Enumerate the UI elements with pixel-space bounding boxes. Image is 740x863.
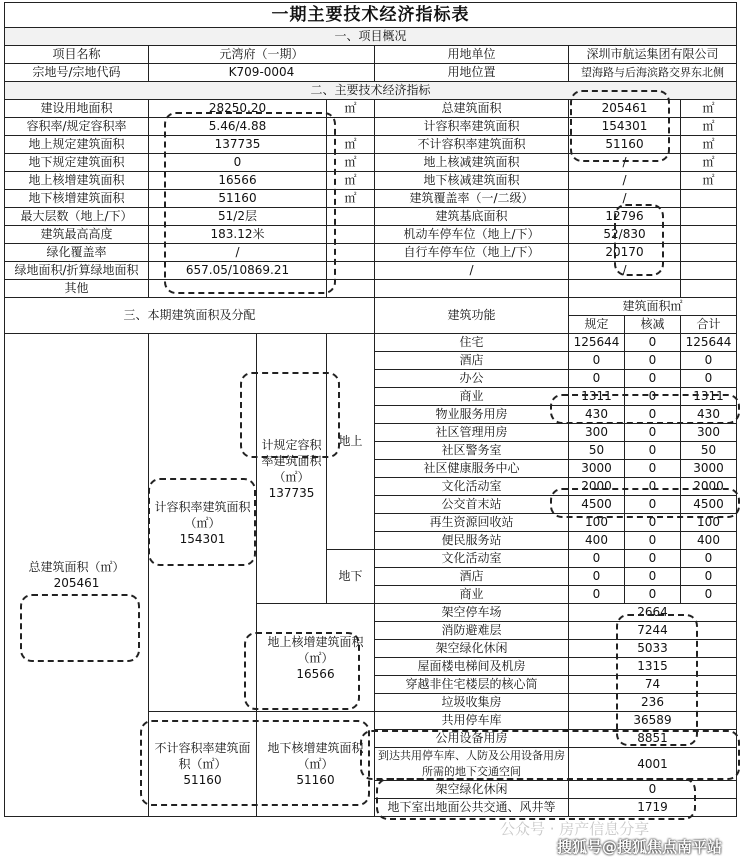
indicator-unit-right: ㎡ (681, 118, 737, 136)
indicator-label-left: 建设用地面积 (5, 100, 149, 118)
fa-area-cell-text: 计容积率建筑面积（㎡） (154, 499, 251, 530)
indicator-label-left: 绿地面积/折算绿地面积 (5, 262, 149, 280)
indicator-value-left: 657.05/10869.21 (149, 262, 327, 280)
table-title: 一期主要技术经济指标表 (5, 3, 737, 28)
indicator-label-right: 建筑覆盖率（一/二级） (375, 190, 569, 208)
indicator-value-left (149, 280, 327, 298)
above-reduce-value: 0 (625, 442, 681, 460)
indicator-value-right: 205461 (569, 100, 681, 118)
above-reduce-value: 0 (625, 478, 681, 496)
above-function-name: 社区警务室 (375, 442, 569, 460)
bonus-value: 7244 (569, 622, 737, 640)
indicator-unit-right (681, 208, 737, 226)
above-guiding-value: 50 (569, 442, 625, 460)
above-guiding-value: 125644 (569, 334, 625, 352)
indicator-unit-left (327, 280, 375, 298)
below-guiding-value: 0 (569, 586, 625, 604)
total-area-cell-text: 总建筑面积（㎡） (28, 560, 125, 574)
above-bonus-value: 16566 (296, 666, 335, 681)
below-total-value: 0 (681, 550, 737, 568)
above-total-value: 2000 (681, 478, 737, 496)
indicator-row (5, 190, 737, 208)
above-function-name: 社区健康服务中心 (375, 460, 569, 478)
bonus-value: 236 (569, 694, 737, 712)
fa-area-value: 154301 (179, 531, 226, 546)
above-guiding-value: 0 (569, 370, 625, 388)
above-guiding-value: 3000 (569, 460, 625, 478)
reg-fa-cell-text: 计规定容积率建筑面积（㎡） (261, 437, 322, 484)
nonfa-function-name: 到达共用停车库、人防及公用设备用房所需的地下交通空间 (375, 748, 569, 781)
above-function-name: 酒店 (375, 352, 569, 370)
col-total-header: 合计 (681, 316, 737, 334)
parcel-code-value: K709-0004 (149, 64, 375, 82)
above-reduce-value: 0 (625, 460, 681, 478)
section-1-heading: 一、项目概况 (5, 28, 737, 46)
indicator-value-left: 51160 (149, 190, 327, 208)
below-total-value: 0 (681, 586, 737, 604)
nonfa-value: 0 (569, 781, 737, 799)
indicator-value-left: / (149, 244, 327, 262)
below-reduce-value: 0 (625, 550, 681, 568)
above-function-name: 商业 (375, 388, 569, 406)
land-location-label: 用地位置 (375, 64, 569, 82)
nonfa-value: 36589 (569, 712, 737, 730)
nonfa-function-name: 共用停车库 (375, 712, 569, 730)
indicator-unit-left (327, 244, 375, 262)
indicator-row (5, 100, 737, 118)
indicator-value-left: 5.46/4.88 (149, 118, 327, 136)
below-bonus-cell (257, 712, 375, 817)
indicator-value-right (569, 280, 681, 298)
above-guiding-value: 430 (569, 406, 625, 424)
nonfa-area-cell-text: 不计容积率建筑面积（㎡） (154, 741, 251, 771)
below-ground-label: 地下 (327, 550, 375, 604)
above-total-value: 300 (681, 424, 737, 442)
bonus-function-name: 架空停车场 (375, 604, 569, 622)
indicator-value-left: 28250.20 (149, 100, 327, 118)
bonus-function-name: 消防避难层 (375, 622, 569, 640)
indicator-unit-left: ㎡ (327, 154, 375, 172)
above-guiding-value: 0 (569, 352, 625, 370)
indicator-label-right: 机动车停车位（地上/下） (375, 226, 569, 244)
section-3-heading: 三、本期建筑面积及分配 (5, 298, 375, 334)
distribution-row (5, 334, 737, 352)
indicator-label-left: 地上规定建筑面积 (5, 136, 149, 154)
indicator-unit-right: ㎡ (681, 172, 737, 190)
above-function-name: 便民服务站 (375, 532, 569, 550)
indicator-value-right: 52/830 (569, 226, 681, 244)
nonfa-value: 8851 (569, 730, 737, 748)
parcel-code-label: 宗地号/宗地代码 (5, 64, 149, 82)
above-reduce-value: 0 (625, 334, 681, 352)
indicator-label-right: 地下核减建筑面积 (375, 172, 569, 190)
indicator-unit-right (681, 262, 737, 280)
above-bonus-cell-text: 地上核增建筑面积（㎡） (267, 634, 364, 665)
indicator-label-right (375, 280, 569, 298)
reg-fa-cell (257, 334, 327, 604)
indicator-value-left: 183.12米 (149, 226, 327, 244)
indicator-value-left: 51/2层 (149, 208, 327, 226)
indicator-value-left: 16566 (149, 172, 327, 190)
above-guiding-value: 300 (569, 424, 625, 442)
watermark: 搜狐号@搜狐焦点南平站 (556, 838, 722, 856)
above-total-value: 400 (681, 532, 737, 550)
indicator-unit-left (327, 208, 375, 226)
indicator-value-left: 137735 (149, 136, 327, 154)
indicator-unit-right (681, 226, 737, 244)
indicator-label-left: 地下规定建筑面积 (5, 154, 149, 172)
above-total-value: 125644 (681, 334, 737, 352)
indicator-row (5, 280, 737, 298)
land-location-value: 望海路与后海滨路交界东北侧 (569, 64, 737, 82)
indicator-unit-right: ㎡ (681, 154, 737, 172)
indicator-unit-left (327, 118, 375, 136)
above-function-name: 物业服务用房 (375, 406, 569, 424)
above-guiding-value: 4500 (569, 496, 625, 514)
nonfa-area-cell (149, 712, 257, 817)
above-guiding-value: 2000 (569, 478, 625, 496)
nonfa-area-value: 51160 (183, 773, 222, 787)
indicator-unit-left (327, 226, 375, 244)
indicator-row (5, 262, 737, 280)
indicator-value-right: 20170 (569, 244, 681, 262)
above-reduce-value: 0 (625, 424, 681, 442)
indicator-unit-left (327, 262, 375, 280)
nonfa-function-name: 架空绿化休闲 (375, 781, 569, 799)
indicator-unit-left: ㎡ (327, 136, 375, 154)
function-header: 建筑功能 (375, 298, 569, 334)
indicator-value-right: 12796 (569, 208, 681, 226)
land-unit-label: 用地单位 (375, 46, 569, 64)
above-reduce-value: 0 (625, 514, 681, 532)
above-total-value: 0 (681, 352, 737, 370)
indicator-value-right: 154301 (569, 118, 681, 136)
bonus-function-name: 屋面楼电梯间及机房 (375, 658, 569, 676)
indicator-label-right: 自行车停车位（地上/下） (375, 244, 569, 262)
above-total-value: 50 (681, 442, 737, 460)
above-function-name: 公交首末站 (375, 496, 569, 514)
indicator-value-left: 0 (149, 154, 327, 172)
indicator-row (5, 118, 737, 136)
indicator-table-page (4, 2, 736, 817)
total-area-value: 205461 (53, 576, 100, 590)
indicator-row (5, 136, 737, 154)
indicator-label-left: 容积率/规定容积率 (5, 118, 149, 136)
col-guiding-header: 规定 (569, 316, 625, 334)
indicator-row (5, 226, 737, 244)
indicator-label-left: 最大层数（地上/下） (5, 208, 149, 226)
indicator-value-right: / (569, 172, 681, 190)
above-function-name: 办公 (375, 370, 569, 388)
above-guiding-value: 400 (569, 532, 625, 550)
indicator-unit-right: ㎡ (681, 100, 737, 118)
land-unit-value: 深圳市航运集团有限公司 (569, 46, 737, 64)
bonus-value: 74 (569, 676, 737, 694)
nonfa-value: 1719 (569, 799, 737, 817)
above-function-name: 住宅 (375, 334, 569, 352)
area-header: 建筑面积㎡ (569, 298, 737, 316)
above-reduce-value: 0 (625, 352, 681, 370)
indicator-label-left: 地下核增建筑面积 (5, 190, 149, 208)
indicator-row (5, 172, 737, 190)
indicator-unit-left: ㎡ (327, 190, 375, 208)
below-reduce-value: 0 (625, 586, 681, 604)
indicator-unit-right: ㎡ (681, 136, 737, 154)
above-reduce-value: 0 (625, 406, 681, 424)
below-guiding-value: 0 (569, 550, 625, 568)
above-total-value: 3000 (681, 460, 737, 478)
indicator-label-left: 地上核增建筑面积 (5, 172, 149, 190)
above-total-value: 4500 (681, 496, 737, 514)
indicator-value-right: / (569, 262, 681, 280)
indicator-label-right: 不计容积率建筑面积 (375, 136, 569, 154)
below-function-name: 酒店 (375, 568, 569, 586)
above-function-name: 文化活动室 (375, 478, 569, 496)
project-name-label: 项目名称 (5, 46, 149, 64)
nonfa-value: 4001 (569, 748, 737, 781)
below-function-name: 商业 (375, 586, 569, 604)
bonus-function-name: 架空绿化休闲 (375, 640, 569, 658)
above-ground-label: 地上 (327, 334, 375, 550)
below-function-name: 文化活动室 (375, 550, 569, 568)
below-total-value: 0 (681, 568, 737, 586)
above-function-name: 社区管理用房 (375, 424, 569, 442)
reg-fa-value: 137735 (268, 485, 315, 500)
fa-area-cell (149, 334, 257, 712)
indicator-label-right: 地上核减建筑面积 (375, 154, 569, 172)
indicator-label-left: 建筑最高高度 (5, 226, 149, 244)
indicator-unit-left: ㎡ (327, 100, 375, 118)
indicator-row (5, 154, 737, 172)
bonus-function-name: 穿越非住宅楼层的核心筒 (375, 676, 569, 694)
indicator-row (5, 244, 737, 262)
indicator-label-right: / (375, 262, 569, 280)
above-guiding-value: 100 (569, 514, 625, 532)
above-reduce-value: 0 (625, 532, 681, 550)
below-guiding-value: 0 (569, 568, 625, 586)
indicator-row (5, 208, 737, 226)
bonus-value: 2664 (569, 604, 737, 622)
nonfa-function-name: 地下室出地面公共交通、风井等 (375, 799, 569, 817)
indicator-unit-left: ㎡ (327, 172, 375, 190)
watermark-faint: 公众号 · 房产信息分享 (500, 820, 650, 838)
indicator-unit-right (681, 190, 737, 208)
bonus-function-name: 垃圾收集房 (375, 694, 569, 712)
indicator-table (4, 2, 737, 817)
above-bonus-cell (257, 604, 375, 712)
above-total-value: 0 (681, 370, 737, 388)
below-bonus-cell-text: 地下核增建筑面积（㎡） (267, 741, 364, 771)
indicator-label-right: 建筑基底面积 (375, 208, 569, 226)
above-reduce-value: 0 (625, 388, 681, 406)
above-function-name: 再生资源回收站 (375, 514, 569, 532)
indicator-value-right: / (569, 154, 681, 172)
above-reduce-value: 0 (625, 370, 681, 388)
above-total-value: 430 (681, 406, 737, 424)
indicator-unit-right (681, 244, 737, 262)
total-area-cell (5, 334, 149, 817)
indicator-unit-right (681, 280, 737, 298)
bonus-value: 5033 (569, 640, 737, 658)
indicator-label-left: 其他 (5, 280, 149, 298)
indicator-label-left: 绿化覆盖率 (5, 244, 149, 262)
above-total-value: 100 (681, 514, 737, 532)
indicator-value-right: 51160 (569, 136, 681, 154)
above-total-value: 1311 (681, 388, 737, 406)
above-guiding-value: 1311 (569, 388, 625, 406)
above-reduce-value: 0 (625, 496, 681, 514)
section-2-heading: 二、主要技术经济指标 (5, 82, 737, 100)
below-bonus-value: 51160 (296, 773, 335, 787)
project-name-value: 元湾府（一期） (149, 46, 375, 64)
indicator-label-right: 总建筑面积 (375, 100, 569, 118)
col-reduce-header: 核减 (625, 316, 681, 334)
indicator-label-right: 计容积率建筑面积 (375, 118, 569, 136)
indicator-value-right: / (569, 190, 681, 208)
bonus-value: 1315 (569, 658, 737, 676)
below-reduce-value: 0 (625, 568, 681, 586)
nonfa-function-name: 公用设备用房 (375, 730, 569, 748)
